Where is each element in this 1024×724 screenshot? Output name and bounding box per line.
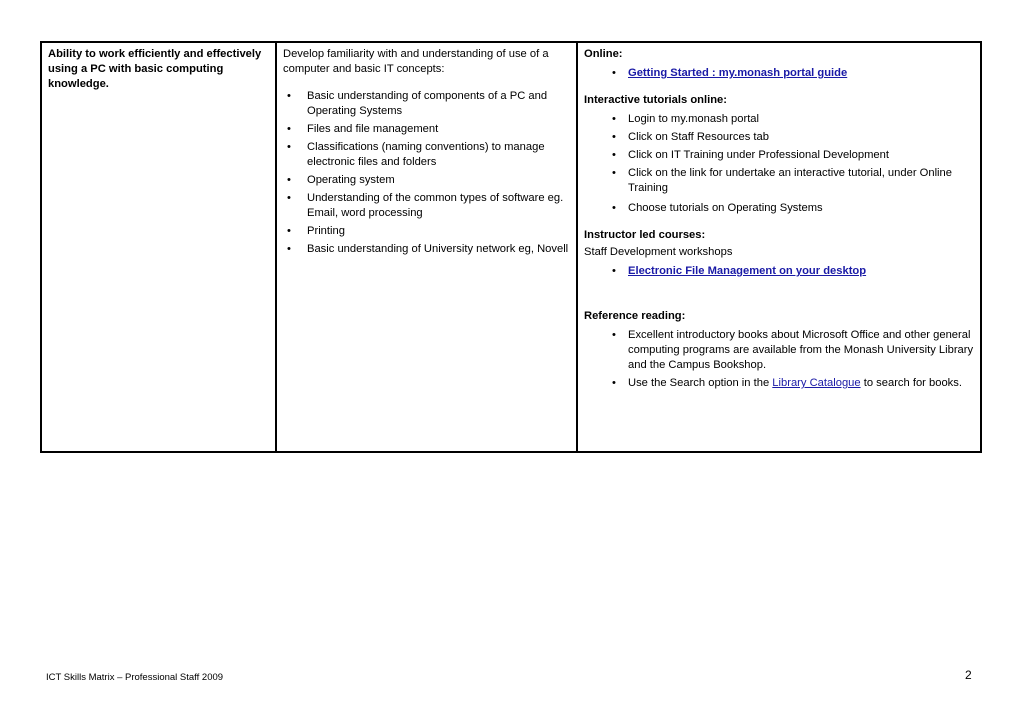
list-item: • Printing [283, 224, 570, 239]
skills-table [40, 41, 982, 453]
library-catalogue-link[interactable]: Library Catalogue [772, 377, 861, 389]
list-item: • Click on the link for undertake an interactive tutorial, under Online Training [584, 166, 974, 196]
list-item: • Basic understanding of components of a PC and Operating Systems [283, 89, 570, 119]
bullet-icon: • [612, 113, 616, 125]
bullet-icon: • [612, 377, 616, 389]
online-heading: Online: [584, 48, 623, 60]
description-intro: Develop familiarity with and understanding of use of a computer and basic IT concepts: [283, 48, 549, 75]
list-item: • Click on IT Training under Professional Development [584, 148, 974, 163]
reading-section [584, 309, 974, 391]
tutorials-heading: Interactive tutorials online: [584, 94, 727, 106]
bullet-icon: • [612, 265, 616, 277]
instructor-section [584, 228, 974, 279]
list-item: • Basic understanding of University network eg, Novell [283, 242, 570, 257]
list-item: • Operating system [283, 173, 570, 188]
bullet-icon: • [612, 67, 616, 79]
list-item: • Click on Staff Resources tab [584, 130, 974, 145]
bullet-icon: • [612, 149, 616, 161]
bullet-icon: • [287, 123, 291, 135]
bullet-icon: • [287, 225, 291, 237]
list-item: • Understanding of the common types of software eg. Email, word processing [283, 191, 570, 221]
page-number: 2 [965, 668, 972, 682]
list-item: • Login to my.monash portal [584, 112, 974, 127]
list-item: • Choose tutorials on Operating Systems [584, 201, 974, 216]
online-section [584, 47, 974, 81]
list-item: • Excellent introductory books about Microsoft Office and other general computing programs are available from the Monash University Library and the Campus Bookshop. [584, 328, 974, 373]
bullet-icon: • [612, 131, 616, 143]
bullet-icon: • [287, 90, 291, 102]
bullet-icon: • [612, 202, 616, 214]
bullet-icon: • [287, 243, 291, 255]
list-item: • Files and file management [283, 122, 570, 137]
file-management-link[interactable]: Electronic File Management on your desktop [628, 265, 867, 277]
instructor-heading: Instructor led courses: [584, 229, 706, 241]
bullet-icon: • [612, 167, 616, 179]
description-cell [277, 43, 578, 451]
bullet-icon: • [287, 174, 291, 186]
bullet-icon: • [612, 329, 616, 341]
skill-title: Ability to work efficiently and effectively using a PC with basic computing knowledge. [48, 48, 262, 90]
list-item [584, 66, 974, 81]
list-item [584, 264, 974, 279]
footer-title: ICT Skills Matrix – Professional Staff 2009 [46, 672, 224, 683]
portal-guide-link[interactable]: Getting Started : my.monash portal guide [628, 67, 848, 79]
tutorials-section [584, 93, 974, 216]
instructor-subheading: Staff Development workshops [584, 246, 733, 258]
resources-cell [578, 43, 980, 451]
bullet-icon: • [287, 141, 291, 153]
reading-heading: Reference reading: [584, 310, 686, 322]
bullet-icon: • [287, 192, 291, 204]
description-list [283, 89, 570, 257]
skill-cell [42, 43, 277, 451]
list-item: • Use the Search option in the Library Catalogue to search for books. [584, 376, 974, 391]
list-item: • Classifications (naming conventions) to manage electronic files and folders [283, 140, 570, 170]
